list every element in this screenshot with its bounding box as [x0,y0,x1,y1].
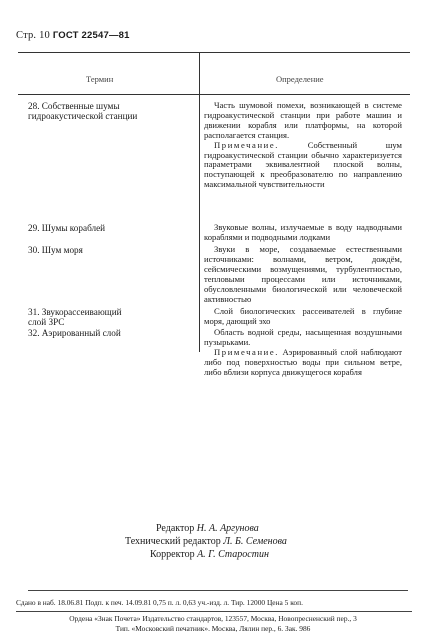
editor-name: Н. А. Аргунова [196,523,259,534]
page-header [16,30,130,41]
imprint-line-1: Сдано в наб. 18.06.81 Подп. к печ. 14.09.81 0,75 п. л. 0,63 уч.-изд. л. Тир. 12000 Цена 5 коп. [16,598,303,607]
definition-28 [204,101,402,190]
imprint-line-3: Тип. «Московский печатник». Москва, Лялин пер., 6. Зак. 986 [115,623,311,633]
imprint-rule-top [28,590,408,591]
standard-number: ГОСТ 22547—81 [52,30,130,41]
corrector-name: А. Г. Старостин [197,549,269,560]
tech-editor-label: Технический редактор [125,536,221,547]
definition-28-note [204,141,402,191]
note-text: Аэрированный слой наблюдают либо под поверхностью воды при сильном ветре, либо вблизи корпуса движущегося корабля [204,346,402,377]
term-28: 28. Собственные шумы гидроакустической станции [28,101,138,122]
imprint-publisher [16,614,410,633]
definition-30: Звуки в море, создаваемые естественными источниками: волнами, ветром, дождём, сейсмическими возмущениями, турбулентностью, тепловыми процессами или источниками, обусловленными биологической или человеческой активностью [204,244,402,304]
page-label: Стр. 10 [16,30,50,41]
term-29: 29. Шумы кораблей [28,223,106,233]
definition-32 [204,328,402,378]
credit-editor [156,523,259,536]
terms-table [18,52,410,448]
table-top-rule [18,52,410,53]
credit-corrector [150,549,269,562]
term-30: 30. Шум моря [28,245,83,255]
corrector-label: Корректор [150,549,195,560]
note-label: Примечание. [214,139,280,150]
definition-32-note [204,348,402,378]
definition-29: Звуковые волны, излучаемые в воду надводными кораблями и подводными лодками [204,222,402,242]
note-label: Примечание. [214,346,280,357]
table-header-rule [18,94,410,95]
imprint-rule-bottom [16,611,412,612]
definition-31: Слой биологических рассеивателей в глубине моря, дающий эхо [204,306,402,326]
column-header-term: Термин [86,74,114,84]
credit-tech-editor [125,536,287,549]
term-31: 31. Звукорассеивающий слой ЗРС [28,307,122,328]
definition-28-text: Часть шумовой помехи, возникающей в системе гидроакустической станции при работе машин и движении корабля или платформы, на которой располагается станция. [204,100,402,140]
column-divider [199,52,200,352]
editor-label: Редактор [156,523,195,534]
tech-editor-name: Л. Б. Семенова [223,536,287,547]
note-text: Собственный шум гидроакустической станции обычно характеризуется параметрами эквивалентной плоской волны, поступающей к преобразователю по направлению максимальной чувствительности [204,139,402,190]
imprint-line-2: Ордена «Знак Почета» Издательство стандартов, 123557, Москва, Новопресненский пер., 3 [69,614,357,623]
column-header-definition: Определение [276,74,324,84]
definition-32-text: Область водной среды, насыщенная воздушными пузырьками. [204,327,402,347]
term-32: 32. Аэрированный слой [28,328,121,338]
